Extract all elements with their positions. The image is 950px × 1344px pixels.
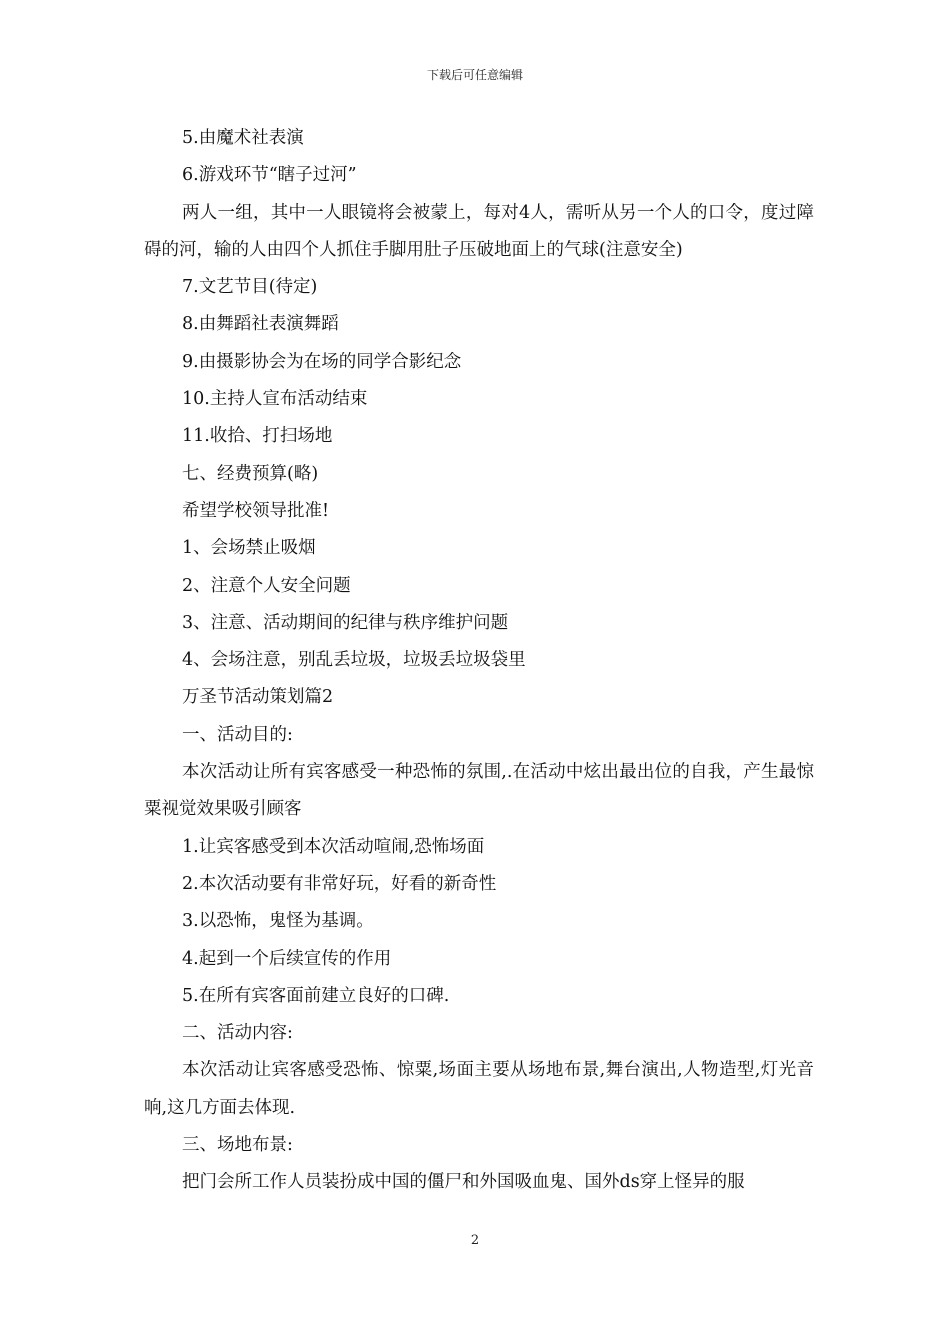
page-header: 下载后可任意编辑 xyxy=(426,68,523,82)
paragraph: 把门会所工作人员装扮成中国的僵尸和外国吸血鬼、国外ds穿上怪异的服 xyxy=(182,1172,745,1193)
paragraph: 10.主持人宣布活动结束 xyxy=(182,389,368,410)
page-number: 2 xyxy=(470,1233,480,1248)
list-item: 3、注意、活动期间的纪律与秩序维护问题 xyxy=(182,612,509,633)
section-heading: 一、活动目的: xyxy=(182,724,293,745)
section-heading: 七、经费预算(略) xyxy=(182,463,319,484)
paragraph: 6.游戏环节“瞎子过河” xyxy=(182,165,357,186)
paragraph: 5.由魔术社表演 xyxy=(182,128,304,148)
list-item: 1、会场禁止吸烟 xyxy=(182,538,316,559)
section-heading: 二、活动内容: xyxy=(182,1023,293,1044)
paragraph: 9.由摄影协会为在场的同学合影纪念 xyxy=(182,351,462,372)
list-item: 2.本次活动要有非常好玩，好看的新奇性 xyxy=(182,873,497,894)
paragraph: 两人一组，其中一人眼镜将会被蒙上，每对4人，需听从另一个人的口令，度过障碍的河，输的人由四个人抓住手脚用肚子压破地面上的气球(注意安全) xyxy=(144,202,814,260)
paragraph: 8.由舞蹈社表演舞蹈 xyxy=(182,314,339,335)
list-item: 1.让宾客感受到本次活动喧闹,恐怖场面 xyxy=(182,836,485,857)
section-heading: 三、场地布景: xyxy=(182,1135,293,1156)
list-item: 3.以恐怖，鬼怪为基调。 xyxy=(182,911,374,932)
paragraph: 7.文艺节目(待定) xyxy=(182,277,318,298)
paragraph: 本次活动让所有宾客感受一种恐怖的氛围,.在活动中炫出最出位的自我，产生最惊粟视觉效果吸引顾客 xyxy=(144,762,814,820)
paragraph: 本次活动让宾客感受恐怖、惊粟,场面主要从场地布景,舞台演出,人物造型,灯光音响,这几方面去体现. xyxy=(144,1060,814,1118)
list-item: 4、会场注意，别乱丢垃圾，垃圾丢垃圾袋里 xyxy=(182,650,526,671)
list-item: 5.在所有宾客面前建立良好的口碑. xyxy=(182,985,450,1006)
document-body xyxy=(144,120,814,1202)
paragraph: 希望学校领导批准! xyxy=(182,500,330,521)
document-title: 万圣节活动策划篇2 xyxy=(182,687,334,708)
list-item: 4.起到一个后续宣传的作用 xyxy=(182,948,392,969)
list-item: 2、注意个人安全问题 xyxy=(182,575,351,596)
paragraph: 11.收拾、打扫场地 xyxy=(182,426,333,447)
